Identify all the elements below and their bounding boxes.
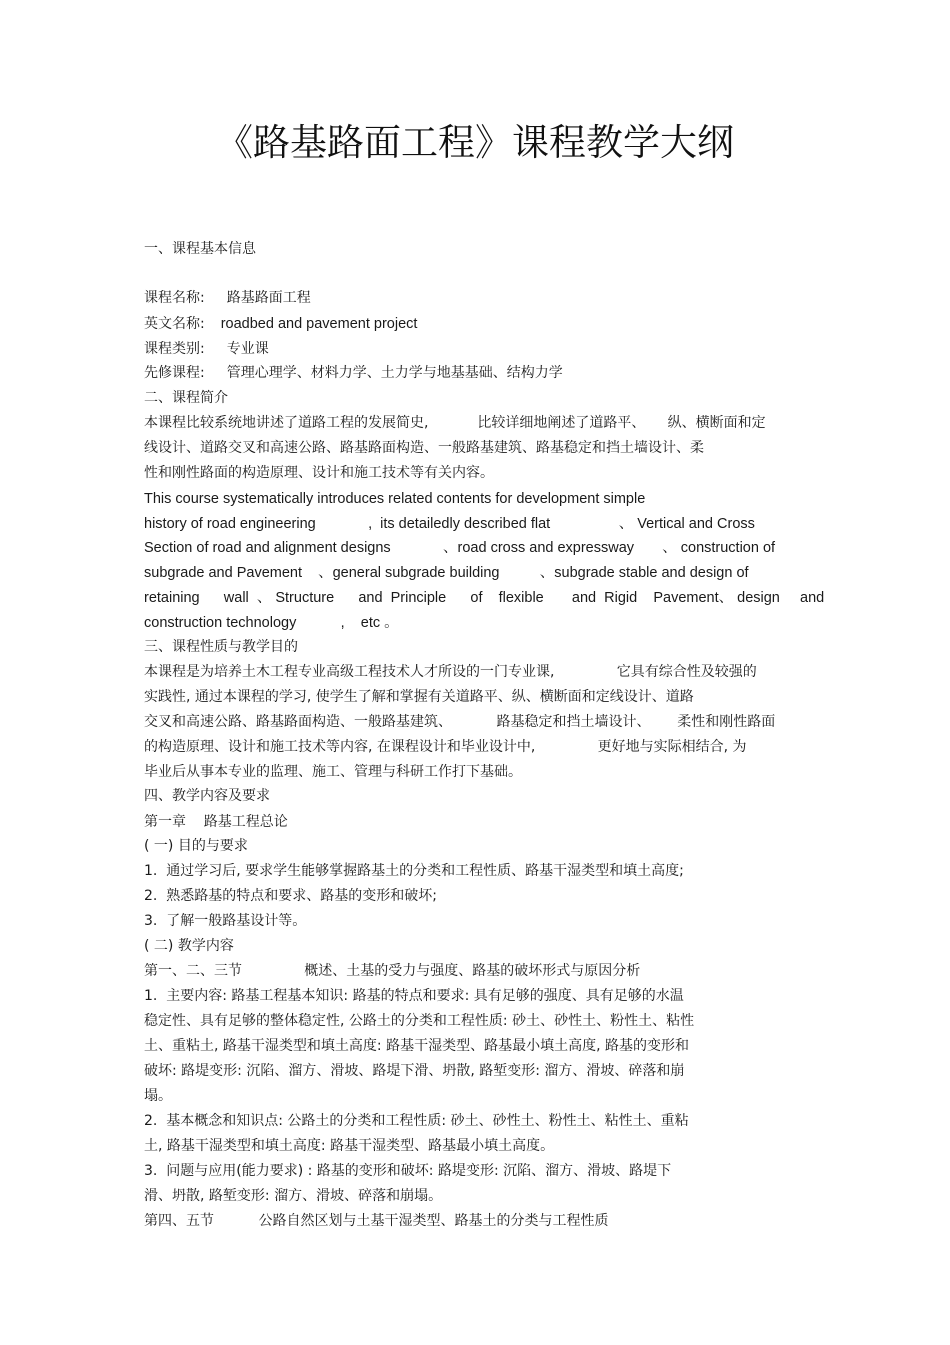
section-title-1-3: 第一、二、三节 概述、土基的受力与强度、路基的破坏形式与原因分析 — [144, 963, 641, 979]
purpose-line: 交叉和高速公路、路基路面构造、一般路基建筑、 路基稳定和挡土墙设计、 柔性和刚性路面 — [144, 714, 776, 730]
goal-item: 1. 通过学习后, 要求学生能够掌握路基土的分类和工程性质、路基干湿类型和填土高度; — [144, 863, 684, 879]
course-name-row — [144, 289, 311, 307]
purpose-line: 的构造原理、设计和施工技术等内容, 在课程设计和毕业设计中, 更好地与实际相结合, 为 — [144, 739, 747, 755]
course-type-row — [144, 340, 269, 358]
intro-en-line: retaining wall 、 Structure and Principle of flexible and Rigid Pavement、 design and — [144, 590, 825, 606]
section-heading-intro: 二、课程简介 — [144, 390, 228, 406]
intro-en-line: subgrade and Pavement 、general subgrade building 、subgrade stable and design of — [144, 565, 749, 581]
intro-en-line: history of road engineering , its detailedly described flat 、 Vertical and Cross — [144, 516, 755, 532]
main-content-line: 稳定性、具有足够的整体稳定性, 公路土的分类和工程性质: 砂土、砂性土、粉性土、粘性 — [144, 1013, 695, 1029]
section-heading-basic-info: 一、课程基本信息 — [144, 241, 256, 257]
course-name-label: 课程名称: — [144, 290, 205, 306]
chapter-title: 第一章 路基工程总论 — [144, 814, 288, 830]
prerequisites-row — [144, 364, 563, 382]
course-name-value: 路基路面工程 — [226, 290, 311, 306]
goal-item: 3. 了解一般路基设计等。 — [144, 913, 307, 929]
main-content-line: 破坏: 路堤变形: 沉陷、溜方、滑坡、路堤下滑、坍散, 路堑变形: 溜方、滑坡、碎落和崩 — [144, 1063, 685, 1079]
section-heading-content: 四、教学内容及要求 — [144, 788, 270, 804]
basic-concepts-line: 土, 路基干湿类型和填土高度: 路基干湿类型、路基最小填土高度。 — [144, 1138, 555, 1154]
intro-en-line: This course systematically introduces related contents for development simple — [144, 491, 646, 507]
intro-en-line: Section of road and alignment designs 、road cross and expressway 、 construction of — [144, 540, 776, 556]
prerequisites-value: 管理心理学、材料力学、土力学与地基基础、结构力学 — [226, 365, 563, 381]
course-type-value: 专业课 — [226, 341, 269, 357]
intro-cn-line: 本课程比较系统地讲述了道路工程的发展简史, 比较详细地阐述了道路平、 纵、横断面和定 — [144, 415, 766, 431]
section-heading-purpose: 三、课程性质与教学目的 — [144, 639, 298, 655]
document-title: 《路基路面工程》课程教学大纲 — [216, 121, 734, 164]
section-title-4-5: 第四、五节 公路自然区划与土基干湿类型、路基土的分类与工程性质 — [144, 1213, 609, 1229]
goal-item: 2. 熟悉路基的特点和要求、路基的变形和破坏; — [144, 888, 437, 904]
problems-line: 3. 问题与应用(能力要求) : 路基的变形和破坏: 路堤变形: 沉陷、溜方、滑坡、路堤下 — [144, 1163, 672, 1179]
content-heading: ( 二) 教学内容 — [144, 938, 234, 954]
intro-cn-line: 性和刚性路面的构造原理、设计和施工技术等有关内容。 — [144, 465, 494, 481]
purpose-line: 实践性, 通过本课程的学习, 使学生了解和掌握有关道路平、纵、横断面和定线设计、道路 — [144, 689, 694, 705]
course-type-label: 课程类别: — [144, 341, 205, 357]
intro-en-line: construction technology , etc 。 — [144, 615, 399, 631]
main-content-line: 塌。 — [144, 1088, 172, 1104]
purpose-line: 本课程是为培养土木工程专业高级工程技术人才所设的一门专业课, 它具有综合性及较强的 — [144, 664, 757, 680]
intro-cn-line: 线设计、道路交叉和高速公路、路基路面构造、一般路基建筑、路基稳定和挡土墙设计、柔 — [144, 440, 704, 456]
main-content-line: 1. 主要内容: 路基工程基本知识: 路基的特点和要求: 具有足够的强度、具有足够的水温 — [144, 988, 684, 1004]
main-content-line: 土、重粘土, 路基干湿类型和填土高度: 路基干湿类型、路基最小填土高度, 路基的变形和 — [144, 1038, 689, 1054]
english-name-label: 英文名称: — [144, 316, 205, 332]
basic-concepts-line: 2. 基本概念和知识点: 公路土的分类和工程性质: 砂土、砂性土、粉性土、粘性土、重粘 — [144, 1113, 689, 1129]
goals-heading: ( 一) 目的与要求 — [144, 838, 248, 854]
english-name-row — [144, 315, 417, 333]
prerequisites-label: 先修课程: — [144, 365, 205, 381]
purpose-line: 毕业后从事本专业的监理、施工、管理与科研工作打下基础。 — [144, 764, 522, 780]
problems-line: 滑、坍散, 路堑变形: 溜方、滑坡、碎落和崩塌。 — [144, 1188, 443, 1204]
english-name-value: roadbed and pavement project — [220, 316, 418, 332]
